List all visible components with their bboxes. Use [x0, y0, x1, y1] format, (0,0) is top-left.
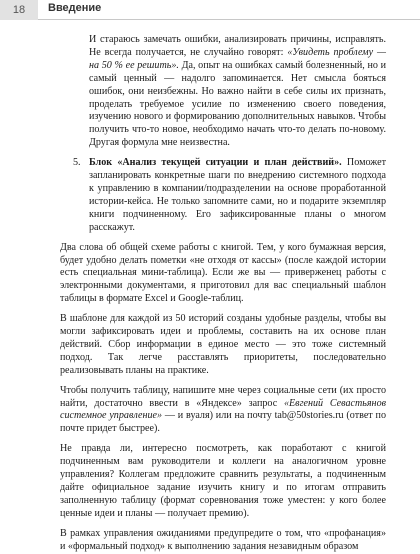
page-content: [60, 34, 386, 554]
paragraph-workflow: [60, 242, 386, 307]
paragraph-mistakes: [60, 34, 386, 150]
list-item-number: 5.: [73, 157, 81, 169]
paragraph-expectations: [60, 528, 386, 554]
paragraph-text: — и вуаля) или на почту tab@50stories.ru (ответ по почте придет быстрее).: [60, 410, 386, 435]
paragraph-text: Чтобы получить таблицу, напишите мне через социальные сети (их просто найти, достаточно ввести в «Яндексе» запрос: [60, 384, 386, 409]
section-title: Введение: [48, 2, 102, 14]
paragraph-template: [60, 313, 386, 378]
page-header: [0, 0, 420, 22]
paragraph-colleagues: [60, 443, 386, 520]
list-item-5: [60, 157, 386, 234]
paragraph-text: Не правда ли, интересно посмотреть, как поработают с книгой подчиненным вам руководители и коллеги на аналогичном уровне управления? Коллегам предложите сравнить результаты, а подчиненным дайте официальное задание изучить книгу и по итогам отправить заполненную таблицу (формат соревнования тоже уместен: у кого более ценные идеи и планы — получает премию).: [60, 443, 386, 519]
paragraph-text: И стараюсь замечать ошибки, анализировать причины, исправлять. Не всегда получается, не: [89, 34, 386, 58]
paragraph-get-table: [60, 385, 386, 437]
paragraph-text: Два слова об общей схеме работы с книгой. Тем, у кого бумажная версия, будет удобно делать пометки «не отходя от кассы» (после каждой истории есть специальная мини-таблица). Если же вы — приверженец работы с электронными документами, я приготовил для вас специальный шаблон таблицы в формате Excel и Google-таблиц.: [60, 241, 386, 305]
paragraph-text: В рамках управления ожиданиями предупредите о том, что «профанация» и «формальный подход» к выполнению задания незавидным образом: [60, 527, 386, 552]
search-query-text: «Евгений Севастьянов системное управление»: [60, 397, 386, 422]
list-item-text: Поможет запланировать конкретные шаги по внедрению системного подхода к управлению в компании/подразделении на основе проработанной истории-кейса. Не только запомните сами, но и подарите экземпляр книги подчиненному. Его зафиксированные планы о многом расскажут.: [89, 157, 386, 233]
list-item-title: Блок «Анализ текущей ситуации и план действий».: [89, 157, 342, 169]
page-number: 18: [0, 0, 38, 20]
paragraph-text: Да, опыт на ошибках самый болезненный, но и самый ценный — надолго запоминается. Нет смысла бояться ошибок, они неизбежны. Но важно найти в себе силы их признать, проделать требуемое усилие по изменению своего поведения, изучению нового и формированию дополнительных навыков. Чтобы получить что-то новое, необходимо начать что-то делать по-новому. Другая формула мне неизвестна.: [89, 59, 386, 149]
quoted-saying: «Увидеть проблему — на 50 % ее решить».: [89, 46, 386, 71]
header-divider: [38, 19, 420, 20]
paragraph-text: В шаблоне для каждой из 50 историй созданы удобные разделы, чтобы вы могли зафиксировать идеи и проблемы, составить на их основе план действий. Сбор информации в единое место — это тоже системный подход. Так легче расставлять приоритеты, последовательно реализовывать планы на практике.: [60, 313, 386, 376]
paragraph-text: случайно говорят:: [203, 46, 288, 58]
